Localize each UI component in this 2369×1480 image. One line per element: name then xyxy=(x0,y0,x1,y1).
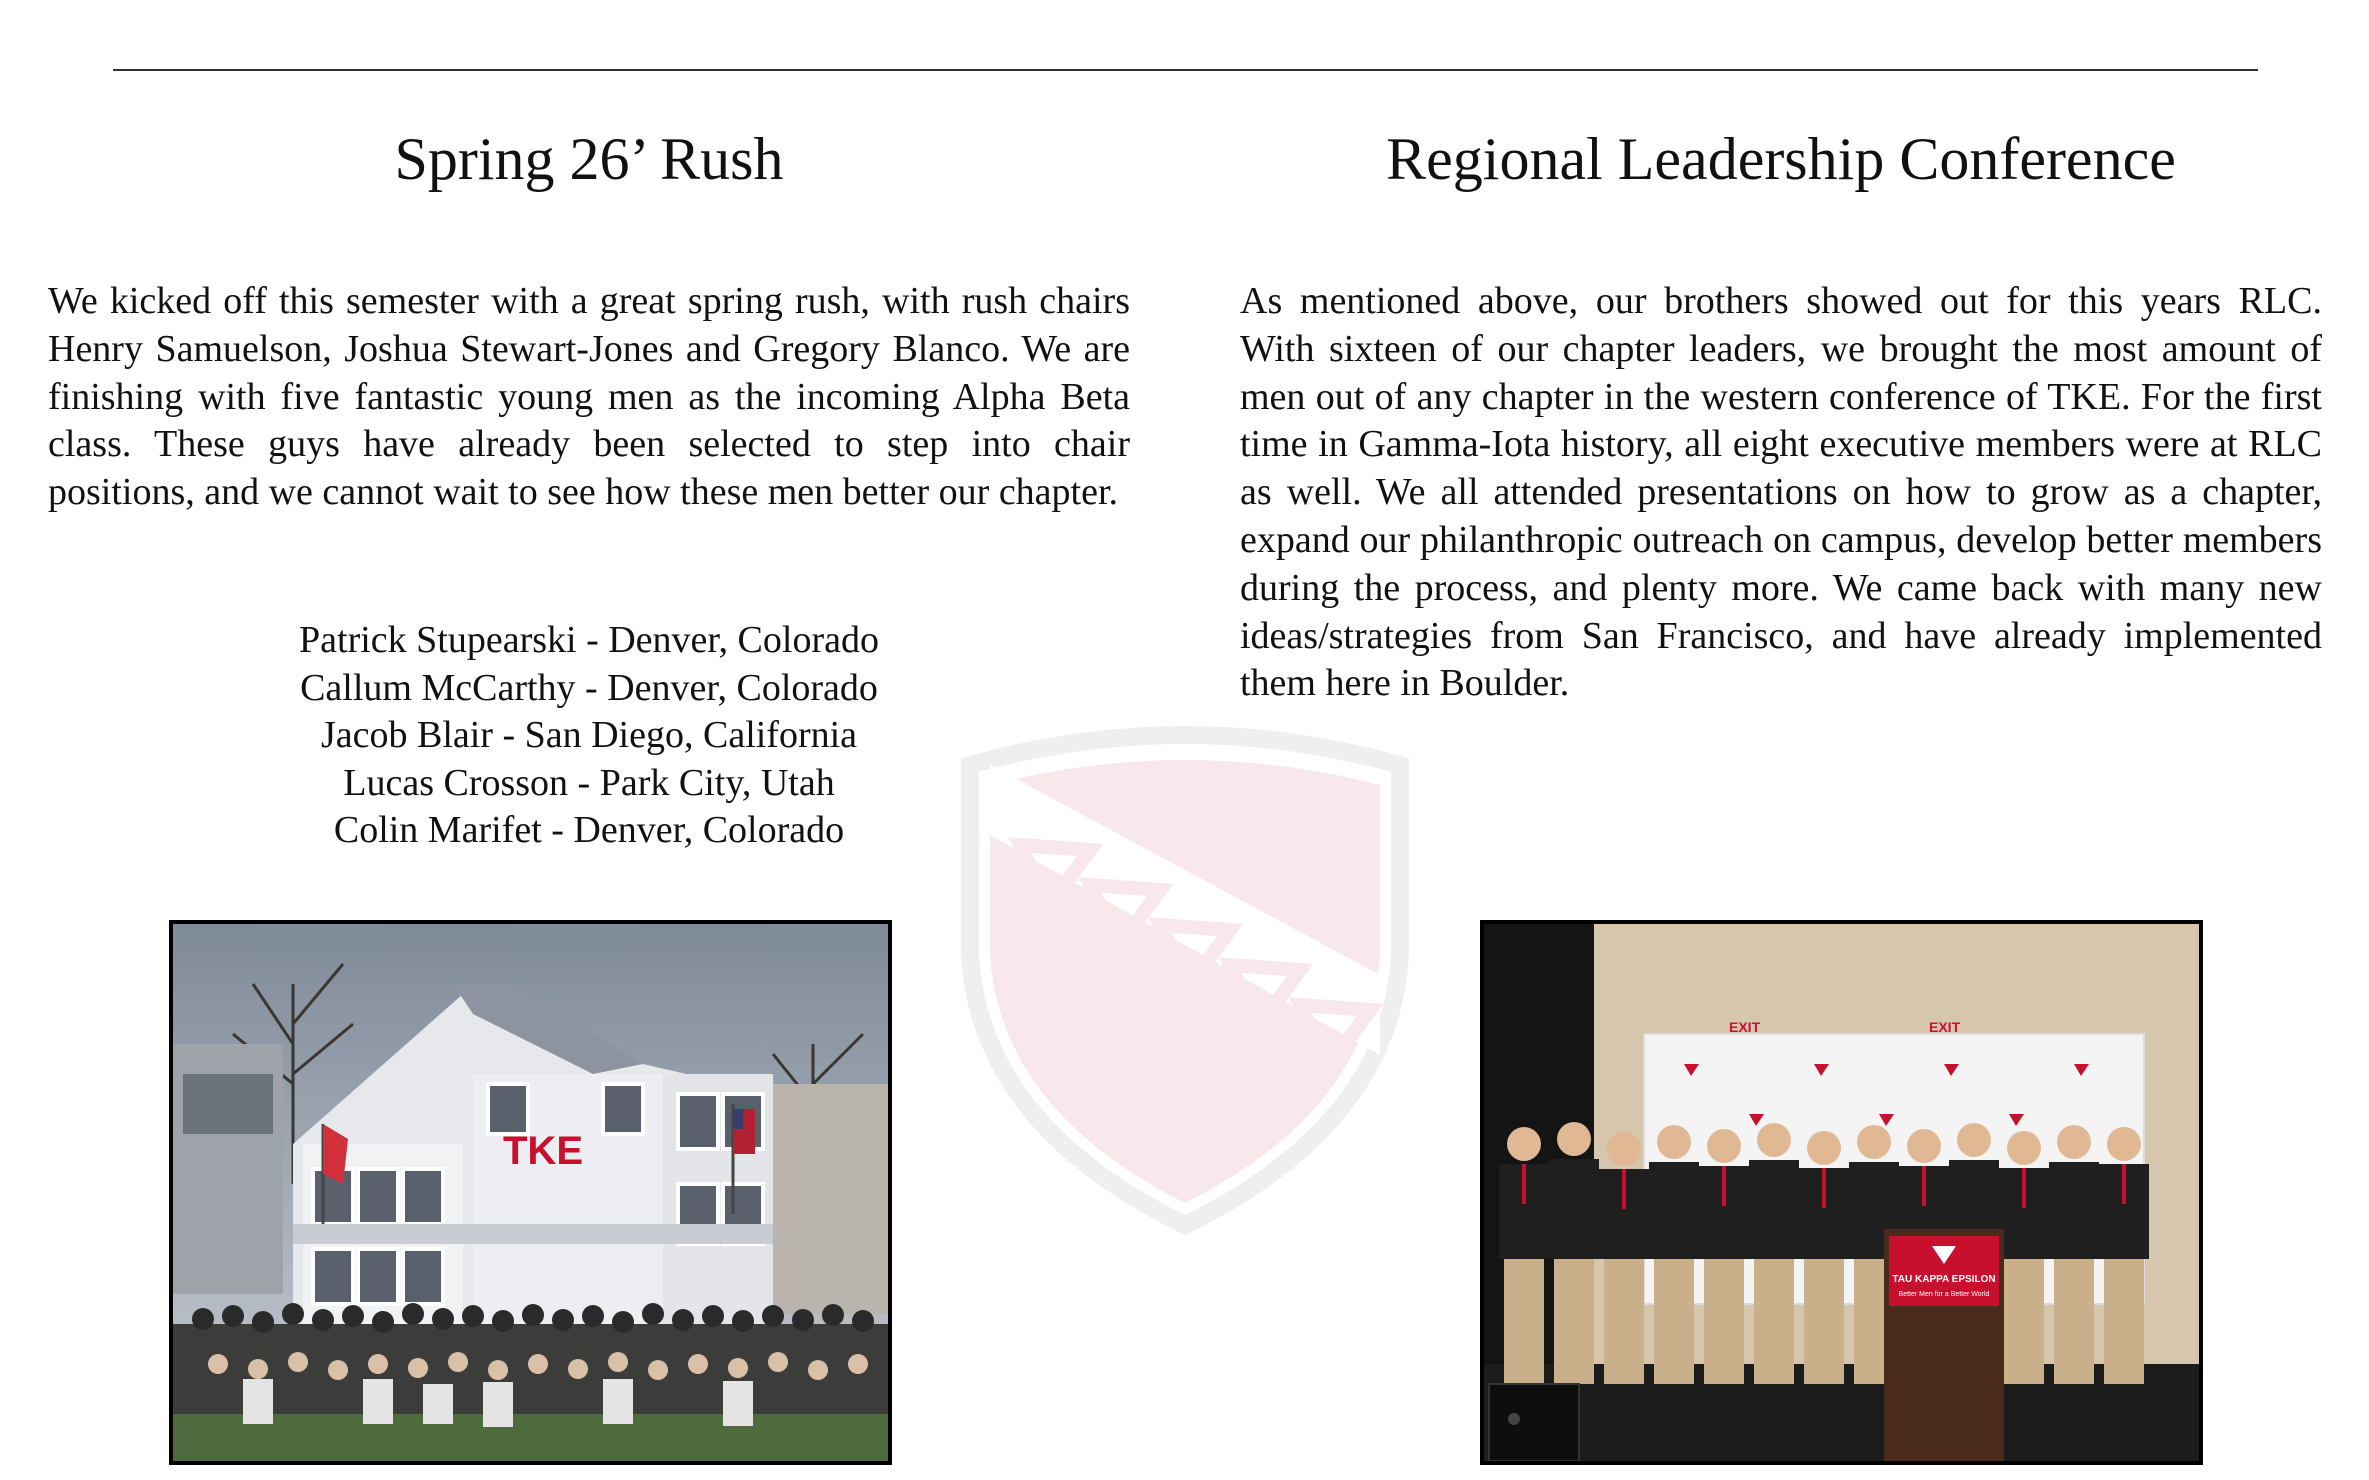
rush-paragraph: We kicked off this semester with a great spring rush, with rush chairs Henry Samuelson, Joshua Stewart-Jones and Gregory Blanco. We are finishing with five fantastic young men as the incoming Alpha Beta class. These guys have already been selected to step into chair positions, and we cannot wait to see how these men better our chapter. xyxy=(48,280,1130,514)
rlc-paragraph: As mentioned above, our brothers showed out for this years RLC. With sixteen of our chapter leaders, we brought the most amount of men out of any chapter in the western conference of TKE. For the first time in Gamma-Iota history, all eight executive members were at RLC as well. We all attended presentations on how to grow as a chapter, expand our philanthropic outreach on campus, develop better members during the process, and plenty more. We came back with many new ideas/strategies from San Francisco, and have already implemented them here in Boulder. xyxy=(1240,280,2322,705)
list-item: Patrick Stupearski - Denver, Colorado xyxy=(299,619,879,661)
rlc-group-photo xyxy=(1480,920,2203,1465)
rush-group-photo xyxy=(169,920,892,1465)
podium-tagline: Better Men for a Better World xyxy=(1898,1291,1990,1298)
tke-sign: TKE xyxy=(503,1129,583,1173)
podium-label: TAU KAPPA EPSILON xyxy=(1892,1274,1996,1285)
exit-sign: EXIT xyxy=(1729,1019,1761,1035)
list-item: Callum McCarthy - Denver, Colorado xyxy=(300,666,878,709)
rush-title: Spring 26’ Rush xyxy=(394,126,784,192)
list-item: Lucas Crosson - Park City, Utah xyxy=(343,761,835,804)
exit-sign: EXIT xyxy=(1929,1019,1961,1035)
rlc-title: Regional Leadership Conference xyxy=(1386,126,2176,192)
pledge-list xyxy=(48,617,1130,855)
list-item: Jacob Blair - San Diego, California xyxy=(320,714,858,757)
top-divider xyxy=(113,69,2258,71)
list-item: Colin Marifet - Denver, Colorado xyxy=(333,809,845,852)
